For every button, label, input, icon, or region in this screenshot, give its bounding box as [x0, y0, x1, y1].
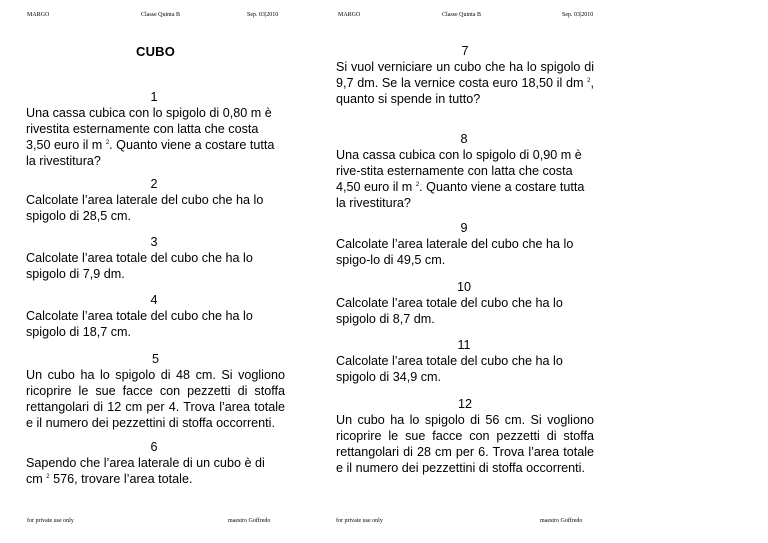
- footer-author: maestro Goffredo: [540, 518, 583, 524]
- footer-author: maestro Goffredo: [228, 518, 271, 524]
- exercise-text: Calcolate l’area laterale del cubo che ha lo spigo-lo di 49,5 cm.: [336, 237, 574, 267]
- exercise-number: 4: [150, 293, 158, 307]
- footer-note: for private use only: [27, 518, 74, 524]
- exercise-number: 8: [460, 132, 468, 146]
- exercise-text: Un cubo ha lo spigolo di 56 cm. Si vogliono ricoprire le sue facce con pezzetti di stoffa rettangolari di 28 cm per 6. Trova l’area totale e il numero dei pezzettini di stoffa occorrenti.: [336, 413, 594, 475]
- exercise-text: Calcolate l’area totale del cubo che ha lo spigolo di 8,7 dm.: [336, 296, 563, 326]
- exercise-text: Sapendo che l’area laterale di un cubo è di cm $^2$ 576, trovare l’area totale.: [26, 456, 265, 486]
- exercise-11: [336, 337, 592, 385]
- exercise-text: Calcolate l’area totale del cubo che ha lo spigolo di 7,9 dm.: [26, 251, 253, 281]
- exercise-text: Una cassa cubica con lo spigolo di 0,80 m è rivestita esternamente con latta che costa 3,50 euro il m $^2$. Quanto viene a costare tutta la rivestitura?: [26, 106, 275, 168]
- exercise-number: 10: [456, 280, 471, 294]
- exercise-number: 1: [150, 90, 158, 104]
- exercise-8: [336, 131, 592, 211]
- exercise-9: [336, 220, 592, 268]
- header-date: Sep. 03|2010: [562, 12, 594, 18]
- exercise-7: [336, 43, 594, 107]
- exercise-1: [26, 89, 282, 169]
- header-date: Sep. 03|2010: [247, 12, 279, 18]
- exercise-text: Calcolate l’area totale del cubo che ha lo spigolo di 34,9 cm.: [336, 354, 563, 384]
- exercise-4: [26, 292, 282, 340]
- exercise-6: [26, 439, 282, 487]
- header-author: MARGO: [27, 12, 50, 18]
- header-class: Classe Quinta B: [141, 12, 180, 18]
- exercise-number: 12: [457, 397, 472, 411]
- exercise-text: Un cubo ha lo spigolo di 48 cm. Si vogliono ricoprire le sue facce con pezzetti di stoffa rettangolari di 12 cm per 4. Trova l’area totale e il numero dei pezzettini di stoffa occorrenti.: [26, 368, 285, 430]
- exercise-number: 6: [150, 440, 158, 454]
- footer-note: for private use only: [336, 518, 383, 524]
- exercise-number: 3: [150, 235, 158, 249]
- exercise-number: 5: [151, 352, 159, 366]
- exercise-10: [336, 279, 592, 327]
- exercise-text: Calcolate l’area totale del cubo che ha lo spigolo di 18,7 cm.: [26, 309, 253, 339]
- exercise-text: Si vuol verniciare un cubo che ha lo spigolo di 9,7 dm. Se la vernice costa euro 18,50 il dm $^2$, quanto si spende in tutto?: [336, 60, 594, 106]
- exercise-2: [26, 176, 282, 224]
- exercise-text: Calcolate l’area laterale del cubo che ha lo spigolo di 28,5 cm.: [26, 193, 264, 223]
- header-class: Classe Quinta B: [442, 12, 481, 18]
- exercise-number: 2: [150, 177, 158, 191]
- right-page: [336, 0, 768, 543]
- page-title: CUBO: [136, 44, 176, 59]
- exercise-3: [26, 234, 282, 282]
- exercise-5: [26, 351, 285, 431]
- exercise-text: Una cassa cubica con lo spigolo di 0,90 m è rive-stita esternamente con latta che costa 4,50 euro il m $^2$. Quanto viene a costare tutta la rivestitura?: [336, 148, 585, 210]
- exercise-number: 11: [457, 338, 471, 352]
- header-author: MARGO: [338, 12, 361, 18]
- exercise-number: 9: [460, 221, 468, 235]
- exercise-number: 7: [461, 44, 469, 58]
- exercise-12: [336, 396, 594, 476]
